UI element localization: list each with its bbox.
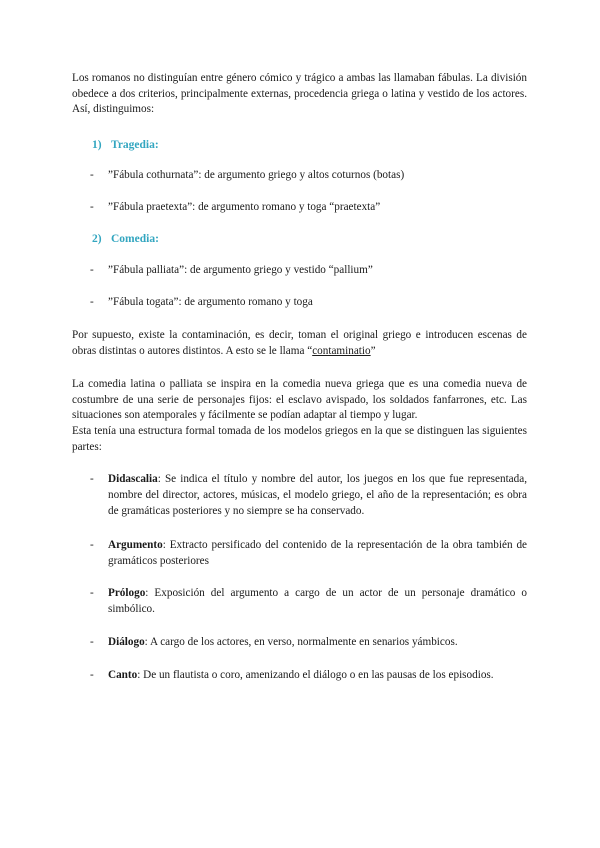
heading-label: Tragedia: <box>111 139 159 151</box>
bullet-dash: - <box>90 587 94 599</box>
part-description: : Exposición del argumento a cargo de un actor de un personaje dramático o simbólico. <box>108 587 527 615</box>
list-item <box>90 263 527 279</box>
part-term: Canto <box>108 669 138 681</box>
bullet-dash: - <box>90 669 94 681</box>
part-canto <box>90 667 527 683</box>
heading-number: 2) <box>92 233 102 245</box>
estructura-paragraph: Esta tenía una estructura formal tomada de los modelos griegos en la que se distinguen las siguientes partes: <box>72 425 527 453</box>
part-didascalia <box>90 471 527 519</box>
contaminacion-text: Por supuesto, existe la contaminación, es decir, toman el original griego e introducen escenas de obras distintas o autores distintos. A esto se le llama <box>72 329 527 357</box>
part-description: : Se indica el título y nombre del autor, los juegos en los que fue representada, nombre del director, actores, músicas, el modelo griego, el año de la representación; es obra de gramáticas posteriores y no siempre se ha conservado. <box>108 473 527 517</box>
contaminatio-term: contaminatio <box>312 344 371 357</box>
part-description: : Extracto persificado del contenido de la representación de la obra también de gramáticos posteriores <box>108 539 527 567</box>
bullet-dash: - <box>90 169 94 181</box>
part-prologo <box>90 585 527 617</box>
contaminacion-paragraph <box>72 328 527 359</box>
part-term: Prólogo <box>108 587 146 599</box>
palliata-paragraph: La comedia latina o palliata se inspira en la comedia nueva griega que es una comedia nueva de costumbre de una serie de personajes fijos: el esclavo avispado, los soldados fanfarrones, etc. Las situaciones son atemporales y fácilmente se podían adaptar al tiempo y lugar. <box>72 378 527 421</box>
heading-comedia <box>92 233 159 245</box>
list-item-text: ”Fábula palliata”: de argumento griego y vestido “pallium” <box>108 264 373 276</box>
heading-number: 1) <box>92 139 102 151</box>
list-item <box>90 168 527 184</box>
bullet-dash: - <box>90 264 94 276</box>
heading-label: Comedia: <box>111 233 159 245</box>
list-item <box>90 200 527 216</box>
bullet-dash: - <box>90 473 94 485</box>
part-term: Didascalia <box>108 473 158 485</box>
intro-paragraph: Los romanos no distinguían entre género cómico y trágico a ambas las llamaban fábulas. La división obedece a dos criterios, principalmente externas, procedencia griega o latina y vestido de los actores. Así, distinguimos: <box>72 72 527 115</box>
list-item-text: ”Fábula togata”: de argumento romano y toga <box>108 296 313 308</box>
bullet-dash: - <box>90 539 94 551</box>
part-argumento <box>90 537 527 569</box>
part-term: Argumento <box>108 539 163 551</box>
close-quote: ” <box>370 344 376 357</box>
part-description: : A cargo de los actores, en verso, normalmente en senarios yámbicos. <box>144 636 458 648</box>
bullet-dash: - <box>90 296 94 308</box>
list-item <box>90 295 527 311</box>
bullet-dash: - <box>90 636 94 648</box>
part-dialogo <box>90 634 527 650</box>
list-item-text: ”Fábula praetexta”: de argumento romano y toga “praetexta” <box>108 201 381 213</box>
part-description: : De un flautista o coro, amenizando el diálogo o en las pausas de los episodios. <box>137 669 494 681</box>
bullet-dash: - <box>90 201 94 213</box>
heading-tragedia <box>92 139 159 151</box>
part-term: Diálogo <box>108 636 145 648</box>
list-item-text: ”Fábula cothurnata”: de argumento griego y altos coturnos (botas) <box>108 169 405 181</box>
open-quote: “ <box>307 344 313 357</box>
